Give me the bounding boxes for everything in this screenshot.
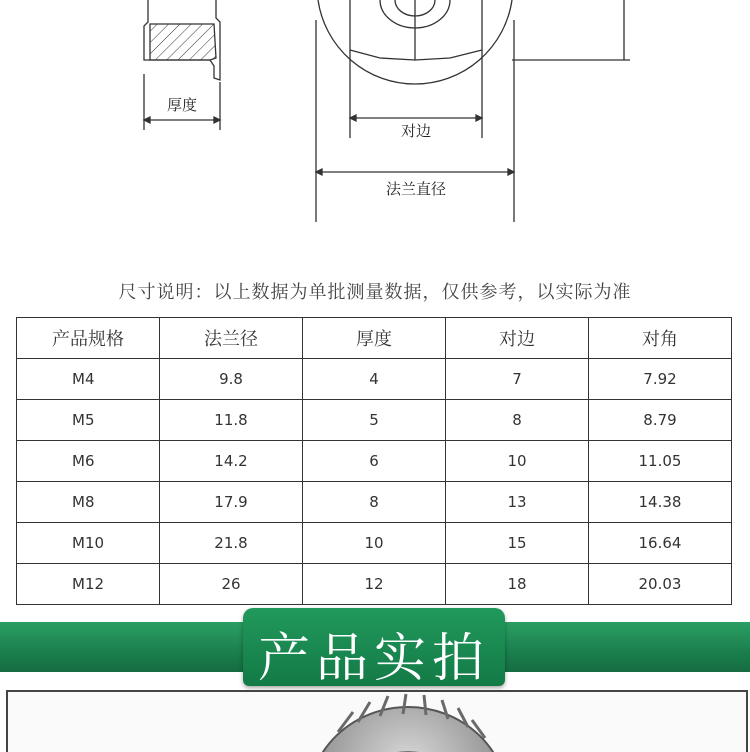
product-photo	[6, 690, 748, 752]
cell-model: M8	[17, 482, 160, 523]
table-row	[17, 482, 732, 523]
cell-across-flats: 8	[446, 400, 589, 441]
col-header-thickness: 厚度	[303, 318, 446, 359]
cell-flange-diameter: 11.8	[160, 400, 303, 441]
cell-model: M10	[17, 523, 160, 564]
table-header-row	[17, 318, 732, 359]
table-row	[17, 523, 732, 564]
cell-model: M4	[17, 359, 160, 400]
section-banner	[0, 606, 750, 690]
cell-across-corners: 11.05	[589, 441, 732, 482]
cell-thickness: 5	[303, 400, 446, 441]
table-row	[17, 359, 732, 400]
col-header-flange-diameter: 法兰径	[160, 318, 303, 359]
cell-flange-diameter: 21.8	[160, 523, 303, 564]
cell-thickness: 4	[303, 359, 446, 400]
cell-across-corners: 20.03	[589, 564, 732, 605]
cell-thickness: 10	[303, 523, 446, 564]
flange-diameter-label: 法兰直径	[385, 180, 447, 198]
col-header-across-corners: 对角	[589, 318, 732, 359]
technical-drawing	[0, 0, 750, 240]
cell-flange-diameter: 17.9	[160, 482, 303, 523]
cell-thickness: 8	[303, 482, 446, 523]
cell-flange-diameter: 26	[160, 564, 303, 605]
thickness-label: 厚度	[166, 96, 198, 114]
cell-across-flats: 13	[446, 482, 589, 523]
col-header-model: 产品规格	[17, 318, 160, 359]
cell-thickness: 12	[303, 564, 446, 605]
nut-front-view	[316, 0, 630, 222]
dimension-note: 尺寸说明：以上数据为单批测量数据，仅供参考，以实际为准	[118, 282, 632, 303]
across-flats-label: 对边	[400, 122, 432, 140]
table-row	[17, 400, 732, 441]
cell-across-flats: 18	[446, 564, 589, 605]
cell-flange-diameter: 14.2	[160, 441, 303, 482]
spec-table	[16, 317, 732, 605]
table-row	[17, 441, 732, 482]
cell-model: M6	[17, 441, 160, 482]
cell-flange-diameter: 9.8	[160, 359, 303, 400]
flange-nut-photo-icon	[8, 692, 746, 752]
cell-across-corners: 8.79	[589, 400, 732, 441]
cell-across-corners: 7.92	[589, 359, 732, 400]
table-row	[17, 564, 732, 605]
cell-across-corners: 14.38	[589, 482, 732, 523]
col-header-across-flats: 对边	[446, 318, 589, 359]
cell-across-flats: 15	[446, 523, 589, 564]
cell-thickness: 6	[303, 441, 446, 482]
cell-model: M5	[17, 400, 160, 441]
cell-across-flats: 7	[446, 359, 589, 400]
cell-across-flats: 10	[446, 441, 589, 482]
banner-title: 产品实拍	[257, 629, 490, 689]
cell-across-corners: 16.64	[589, 523, 732, 564]
cell-model: M12	[17, 564, 160, 605]
